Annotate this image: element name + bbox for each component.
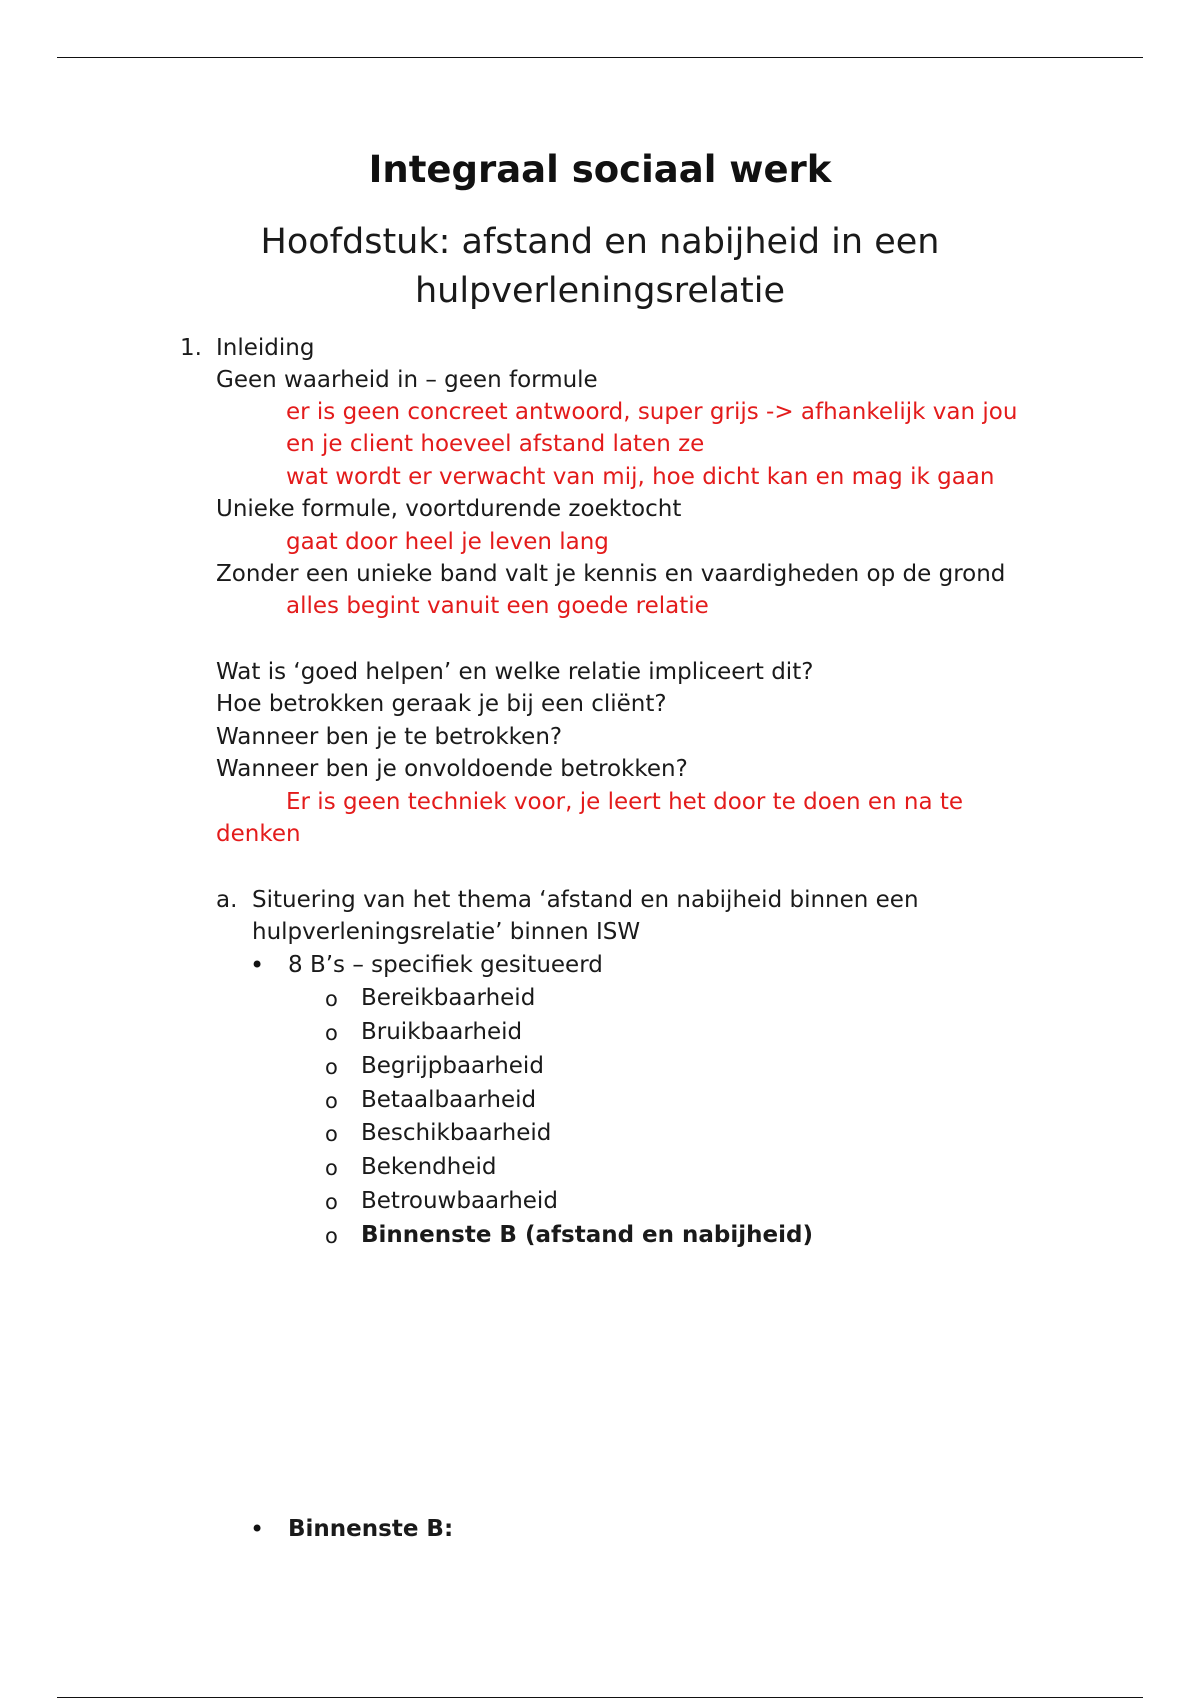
- red-note: en je client hoeveel afstand laten ze: [286, 431, 705, 457]
- section-heading: Inleiding: [216, 335, 315, 361]
- text-line: Zonder een unieke band valt je kennis en vaardigheden op de grond: [216, 561, 1006, 587]
- red-note: Er is geen techniek voor, je leert het door te doen en na te: [286, 789, 964, 815]
- red-note: er is geen concreet antwoord, super grijs -> afhankelijk van jou: [286, 399, 1018, 425]
- red-note: gaat door heel je leven lang: [286, 529, 609, 555]
- list-item: Begrijpbaarheid: [361, 1053, 544, 1079]
- circle-bullet-icon: o: [325, 1190, 338, 1214]
- circle-bullet-icon: o: [325, 1021, 338, 1045]
- question-line: Wat is ‘goed helpen’ en welke relatie impliceert dit?: [216, 659, 814, 685]
- bullet-icon: •: [250, 951, 265, 979]
- list-item-bold: Binnenste B (afstand en nabijheid): [361, 1222, 813, 1248]
- subsection-heading: hulpverleningsrelatie’ binnen ISW: [252, 919, 641, 945]
- top-rule: [57, 57, 1143, 58]
- list-item: Bereikbaarheid: [361, 985, 536, 1011]
- red-note: alles begint vanuit een goede relatie: [286, 593, 709, 619]
- circle-bullet-icon: o: [325, 1224, 338, 1248]
- chapter-subtitle: Hoofdstuk: afstand en nabijheid in een hulpverleningsrelatie: [260, 222, 940, 311]
- list-item: Bekendheid: [361, 1154, 497, 1180]
- circle-bullet-icon: o: [325, 1122, 338, 1146]
- red-note: wat wordt er verwacht van mij, hoe dicht kan en mag ik gaan: [286, 464, 995, 490]
- bullet-icon: •: [250, 1515, 265, 1543]
- list-item: Betaalbaarheid: [361, 1087, 537, 1113]
- list-item: Bruikbaarheid: [361, 1019, 523, 1045]
- circle-bullet-icon: o: [325, 1156, 338, 1180]
- text-line: Geen waarheid in – geen formule: [216, 367, 598, 393]
- bottom-rule: [57, 1697, 1143, 1698]
- question-line: Wanneer ben je onvoldoende betrokken?: [216, 756, 688, 782]
- bullet-text: 8 B’s – specifiek gesitueerd: [288, 952, 603, 978]
- list-item: Beschikbaarheid: [361, 1120, 552, 1146]
- question-line: Wanneer ben je te betrokken?: [216, 724, 563, 750]
- subsection-letter: a.: [216, 887, 238, 913]
- text-line: Unieke formule, voortdurende zoektocht: [216, 496, 682, 522]
- circle-bullet-icon: o: [325, 1055, 338, 1079]
- red-note: denken: [216, 821, 301, 847]
- circle-bullet-icon: o: [325, 987, 338, 1011]
- circle-bullet-icon: o: [325, 1089, 338, 1113]
- list-item: Betrouwbaarheid: [361, 1188, 558, 1214]
- bullet-text-bold: Binnenste B:: [288, 1516, 454, 1542]
- document-title: Integraal sociaal werk: [368, 148, 832, 191]
- question-line: Hoe betrokken geraak je bij een cliënt?: [216, 691, 667, 717]
- subsection-heading: Situering van het thema ‘afstand en nabijheid binnen een: [252, 887, 919, 913]
- section-number: 1.: [180, 335, 202, 361]
